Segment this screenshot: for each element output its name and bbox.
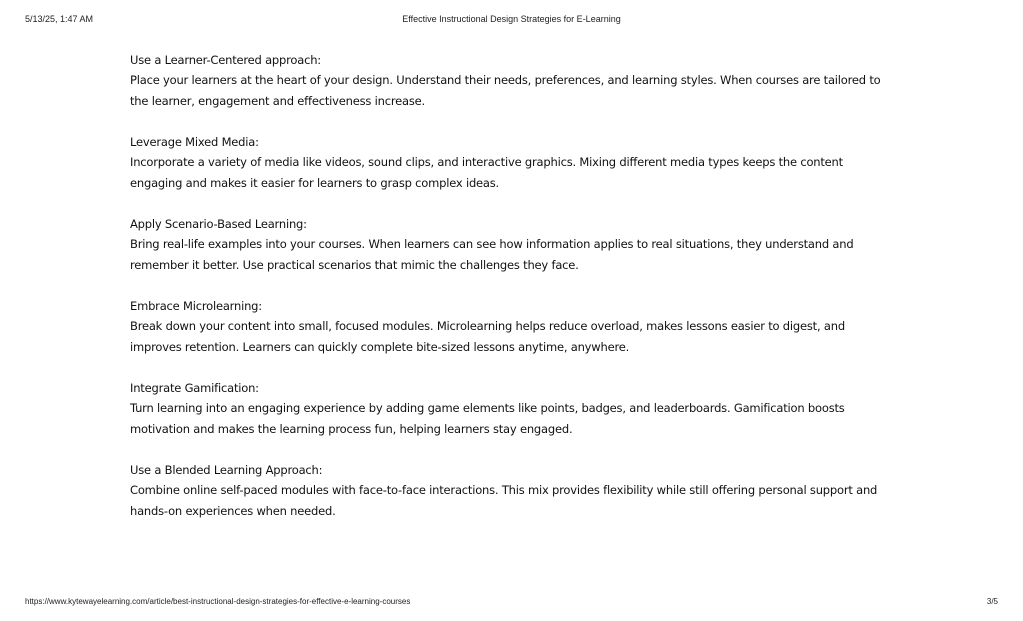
page-number: 3/5 bbox=[986, 597, 998, 606]
body-line: Break down your content into small, focused modules. Microlearning helps reduce overload, makes lessons easier to digest, and bbox=[130, 319, 845, 333]
print-datetime: 5/13/25, 1:47 AM bbox=[25, 14, 94, 24]
section-body bbox=[130, 480, 905, 522]
body-line: Turn learning into an engaging experience by adding game elements like points, badges, and leaderboards. Gamification boosts bbox=[130, 401, 845, 415]
section-gamification bbox=[130, 378, 905, 440]
section-body bbox=[130, 70, 905, 112]
page-url: https://www.kytewayelearning.com/article/best-instructional-design-strategies-for-effective-e-learning-courses bbox=[25, 597, 411, 606]
section-body bbox=[130, 234, 905, 276]
body-line: motivation and makes the learning process fun, helping learners stay engaged. bbox=[130, 422, 573, 436]
body-line: Combine online self-paced modules with face-to-face interactions. This mix provides flexibility while still offering personal support and bbox=[130, 483, 878, 497]
section-heading: Embrace Microlearning: bbox=[130, 299, 262, 313]
body-line: Bring real-life examples into your courses. When learners can see how information applies to real situations, they understand and bbox=[130, 237, 854, 251]
section-body bbox=[130, 316, 905, 358]
section-learner-centered bbox=[130, 50, 905, 112]
body-line: improves retention. Learners can quickly complete bite-sized lessons anytime, anywhere. bbox=[130, 340, 630, 354]
page-title: Effective Instructional Design Strategies for E-Learning bbox=[402, 14, 621, 24]
section-body bbox=[130, 152, 905, 194]
body-line: hands-on experiences when needed. bbox=[130, 504, 336, 518]
section-scenario-based bbox=[130, 214, 905, 276]
section-microlearning bbox=[130, 296, 905, 358]
body-line: engaging and makes it easier for learners to grasp complex ideas. bbox=[130, 176, 500, 190]
section-blended-learning bbox=[130, 460, 905, 522]
section-heading: Apply Scenario-Based Learning: bbox=[130, 217, 307, 231]
body-line: Place your learners at the heart of your design. Understand their needs, preferences, and learning styles. When courses are tailored to bbox=[130, 73, 881, 87]
body-line: Incorporate a variety of media like videos, sound clips, and interactive graphics. Mixing different media types keeps the content bbox=[130, 155, 843, 169]
section-mixed-media bbox=[130, 132, 905, 194]
article-content bbox=[130, 50, 905, 542]
section-heading: Use a Blended Learning Approach: bbox=[130, 463, 323, 477]
body-line: the learner, engagement and effectiveness increase. bbox=[130, 94, 425, 108]
section-heading: Use a Learner-Centered approach: bbox=[130, 53, 321, 67]
section-heading: Integrate Gamification: bbox=[130, 381, 259, 395]
body-line: remember it better. Use practical scenarios that mimic the challenges they face. bbox=[130, 258, 579, 272]
section-heading: Leverage Mixed Media: bbox=[130, 135, 259, 149]
section-body bbox=[130, 398, 905, 440]
